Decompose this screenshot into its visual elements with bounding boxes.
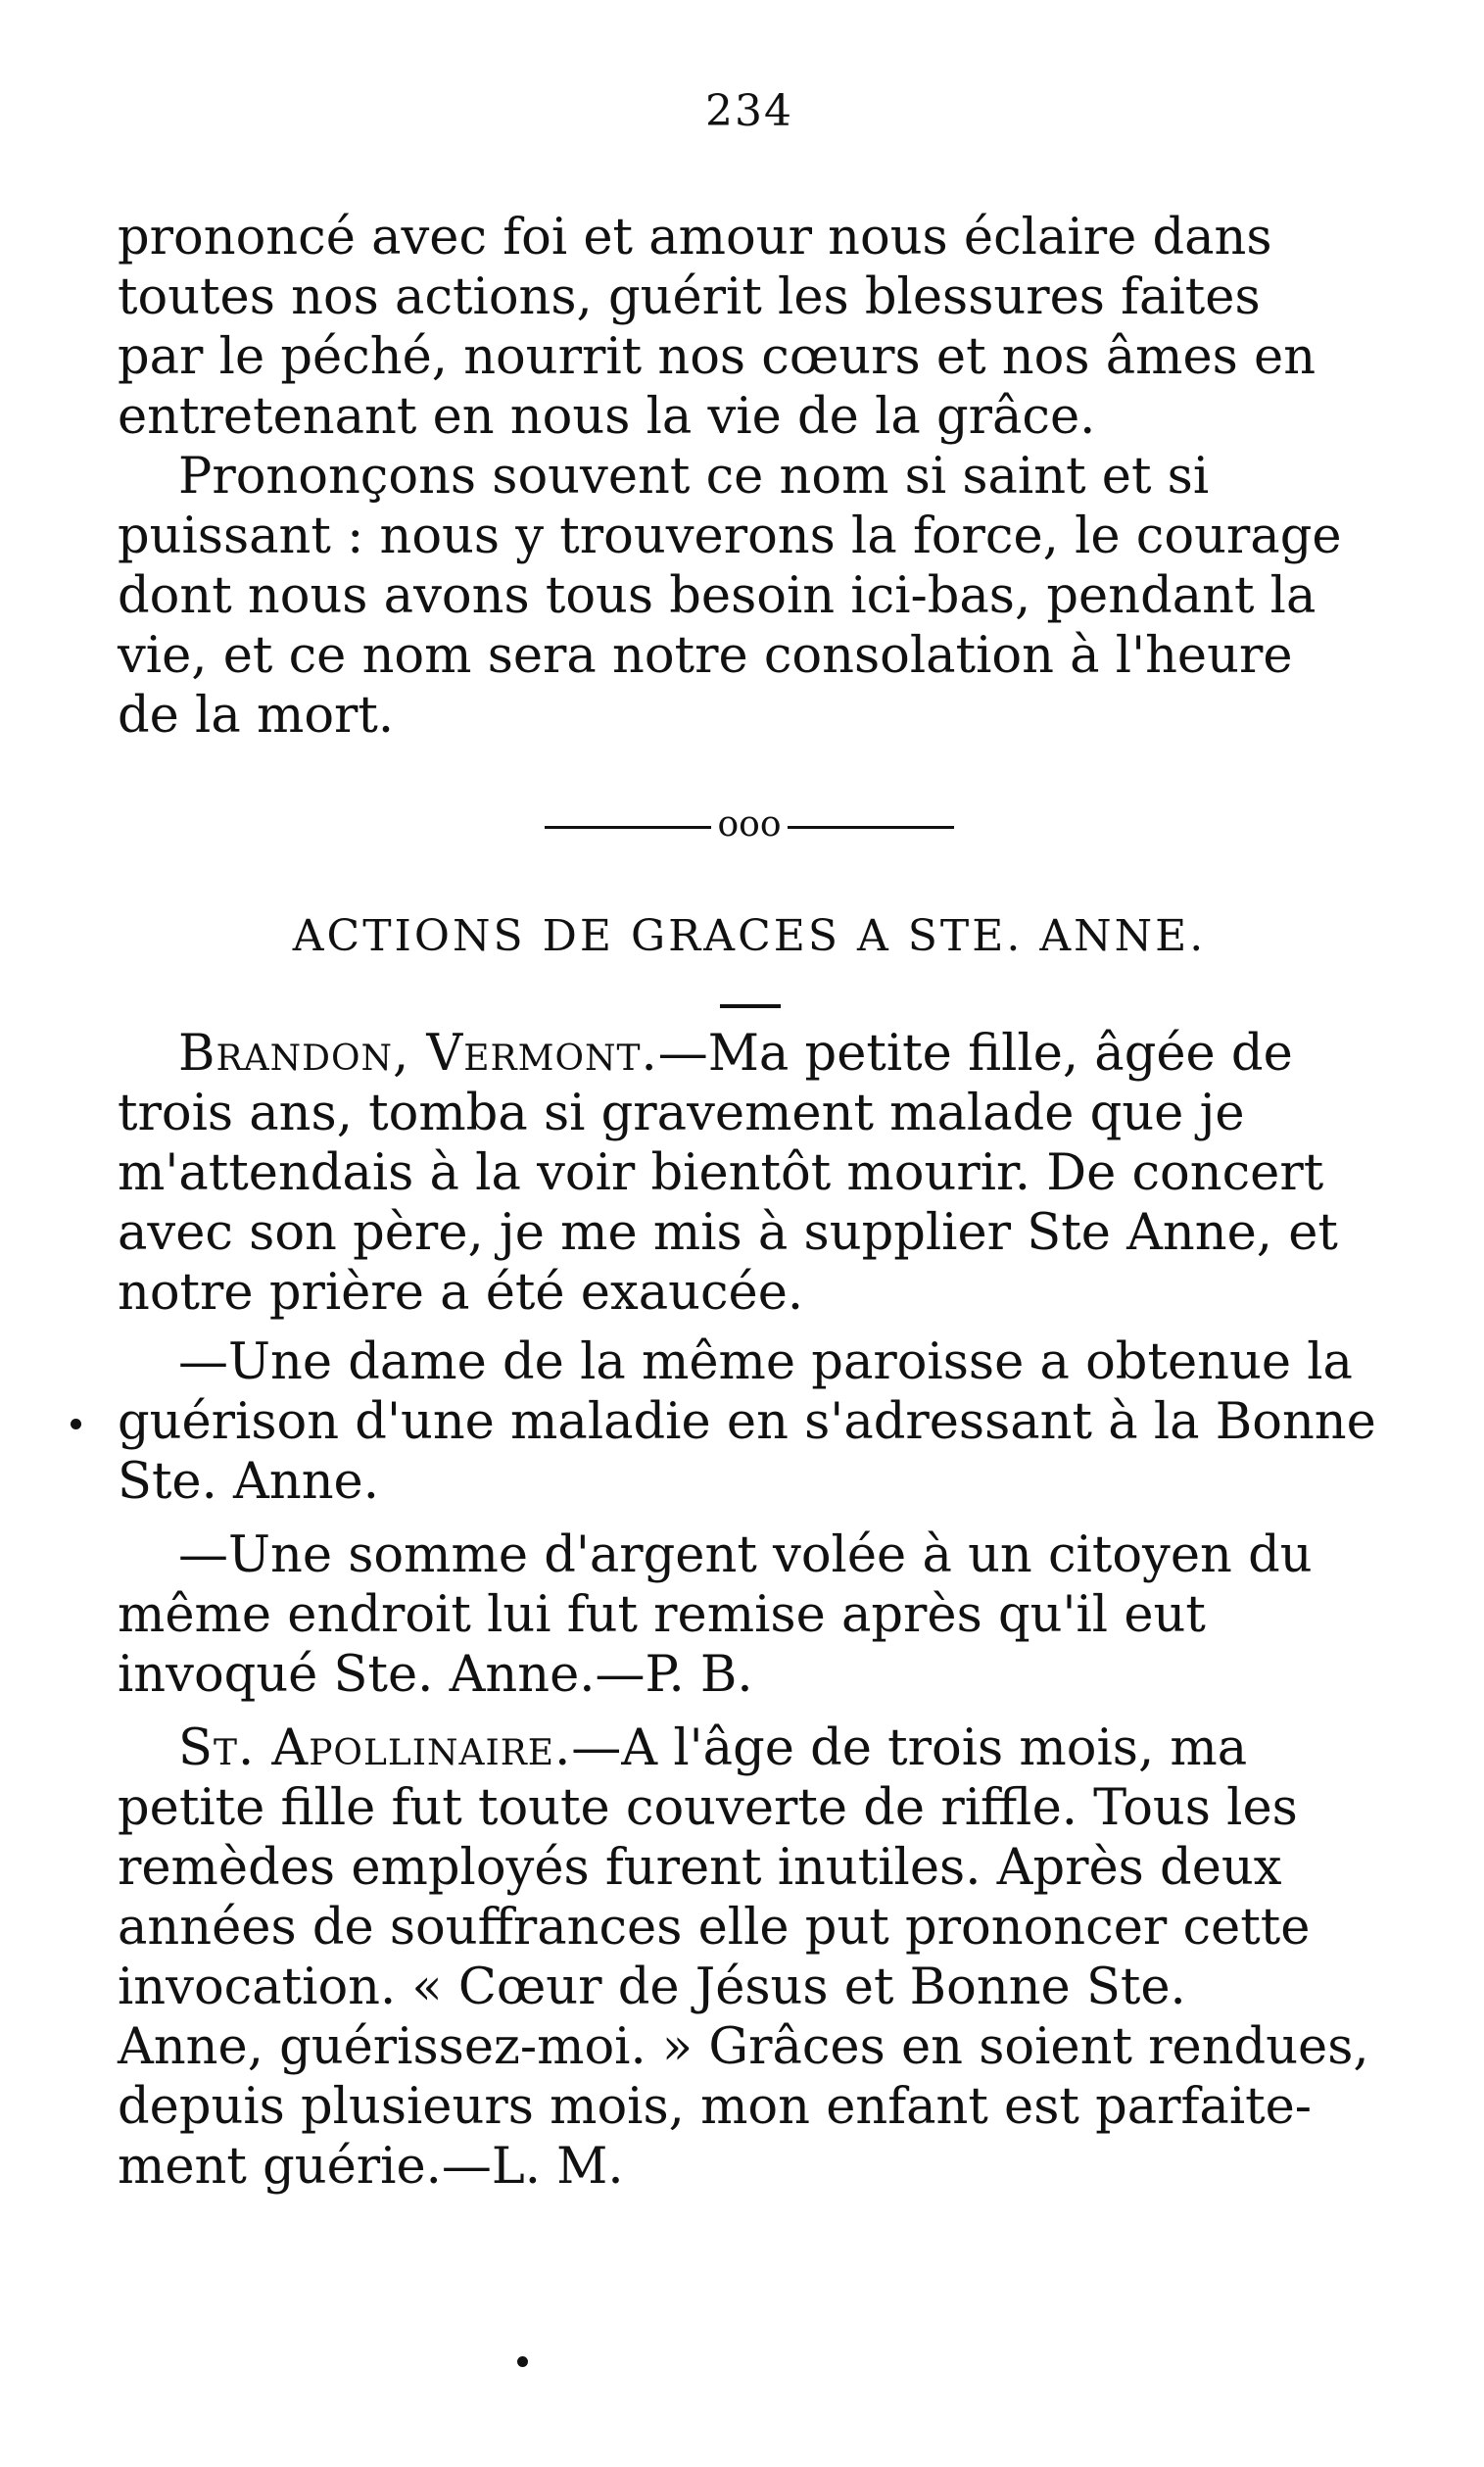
section-title: ACTIONS DE GRACES A STE. ANNE. xyxy=(292,911,1207,961)
text-line: m'attendais à la voir bientôt mourir. De concert xyxy=(118,1144,1324,1202)
text-line: entretenant en nous la vie de la grâce. xyxy=(118,388,1096,446)
margin-dot xyxy=(71,1419,81,1429)
stray-dot xyxy=(517,2356,528,2367)
thanksgiving-entries xyxy=(118,1024,1381,2197)
entry-heading: St. Apollinaire. xyxy=(178,1719,572,1777)
text-line: —Une dame de la même paroisse a obtenue la xyxy=(178,1333,1353,1391)
text-line: Anne, guérissez-moi. » Grâces en soient rendues, xyxy=(118,2018,1369,2076)
separator-ornament: ooo xyxy=(717,804,782,845)
text-line: notre prière a été exaucée. xyxy=(118,1264,804,1322)
text-line: invoqué Ste. Anne.—P. B. xyxy=(118,1646,753,1704)
text-line: trois ans, tomba si gravement malade que je xyxy=(118,1085,1245,1142)
entry-dame xyxy=(118,1332,1381,1512)
text-line: même endroit lui fut remise après qu'il eut xyxy=(118,1586,1206,1644)
section-separator xyxy=(118,805,1381,845)
text-line: —Ma petite fille, âgée de xyxy=(657,1025,1293,1083)
entry-heading: Brandon, Vermont. xyxy=(178,1025,658,1083)
text-line: petite fille fut toute couverte de riffle. Tous les xyxy=(118,1779,1298,1837)
opening-text xyxy=(118,208,1381,746)
text-line: par le péché, nourrit nos cœurs et nos âmes en xyxy=(118,328,1316,386)
text-line: Prononçons souvent ce nom si saint et si xyxy=(178,448,1210,506)
text-line: ment guérie.—L. M. xyxy=(118,2138,624,2196)
text-line: Ste. Anne. xyxy=(118,1453,379,1511)
title-underline xyxy=(720,1004,781,1008)
text-line: guérison d'une maladie en s'adressant à la Bonne xyxy=(118,1393,1376,1451)
paragraph-prononcons xyxy=(118,447,1381,746)
text-line: prononcé avec foi et amour nous éclaire dans xyxy=(118,209,1272,266)
text-line: années de souffrances elle put prononcer cette xyxy=(118,1899,1311,1957)
separator-rule-left xyxy=(545,826,711,829)
text-line: puissant : nous y trouverons la force, le courage xyxy=(118,508,1342,565)
page-number: 234 xyxy=(705,86,793,136)
text-line: de la mort. xyxy=(118,687,395,745)
text-line: invocation. « Cœur de Jésus et Bonne Ste. xyxy=(118,1959,1186,2016)
text-line: avec son père, je me mis à supplier Ste Anne, et xyxy=(118,1204,1338,1262)
text-line: remèdes employés furent inutiles. Après deux xyxy=(118,1839,1282,1897)
entry-brandon xyxy=(118,1024,1381,1323)
text-line: —A l'âge de trois mois, ma xyxy=(571,1719,1248,1777)
text-line: —Une somme d'argent volée à un citoyen du xyxy=(178,1526,1313,1584)
entry-apollinaire xyxy=(118,1718,1381,2197)
text-line: dont nous avons tous besoin ici-bas, pendant la xyxy=(118,567,1316,625)
separator-rule-right xyxy=(788,826,954,829)
text-line: toutes nos actions, guérit les blessures faites xyxy=(118,268,1261,326)
paragraph-continuation xyxy=(118,208,1381,447)
text-line: vie, et ce nom sera notre consolation à l'heure xyxy=(118,627,1293,685)
text-line: depuis plusieurs mois, mon enfant est parfaite- xyxy=(118,2078,1313,2136)
entry-somme xyxy=(118,1525,1381,1705)
